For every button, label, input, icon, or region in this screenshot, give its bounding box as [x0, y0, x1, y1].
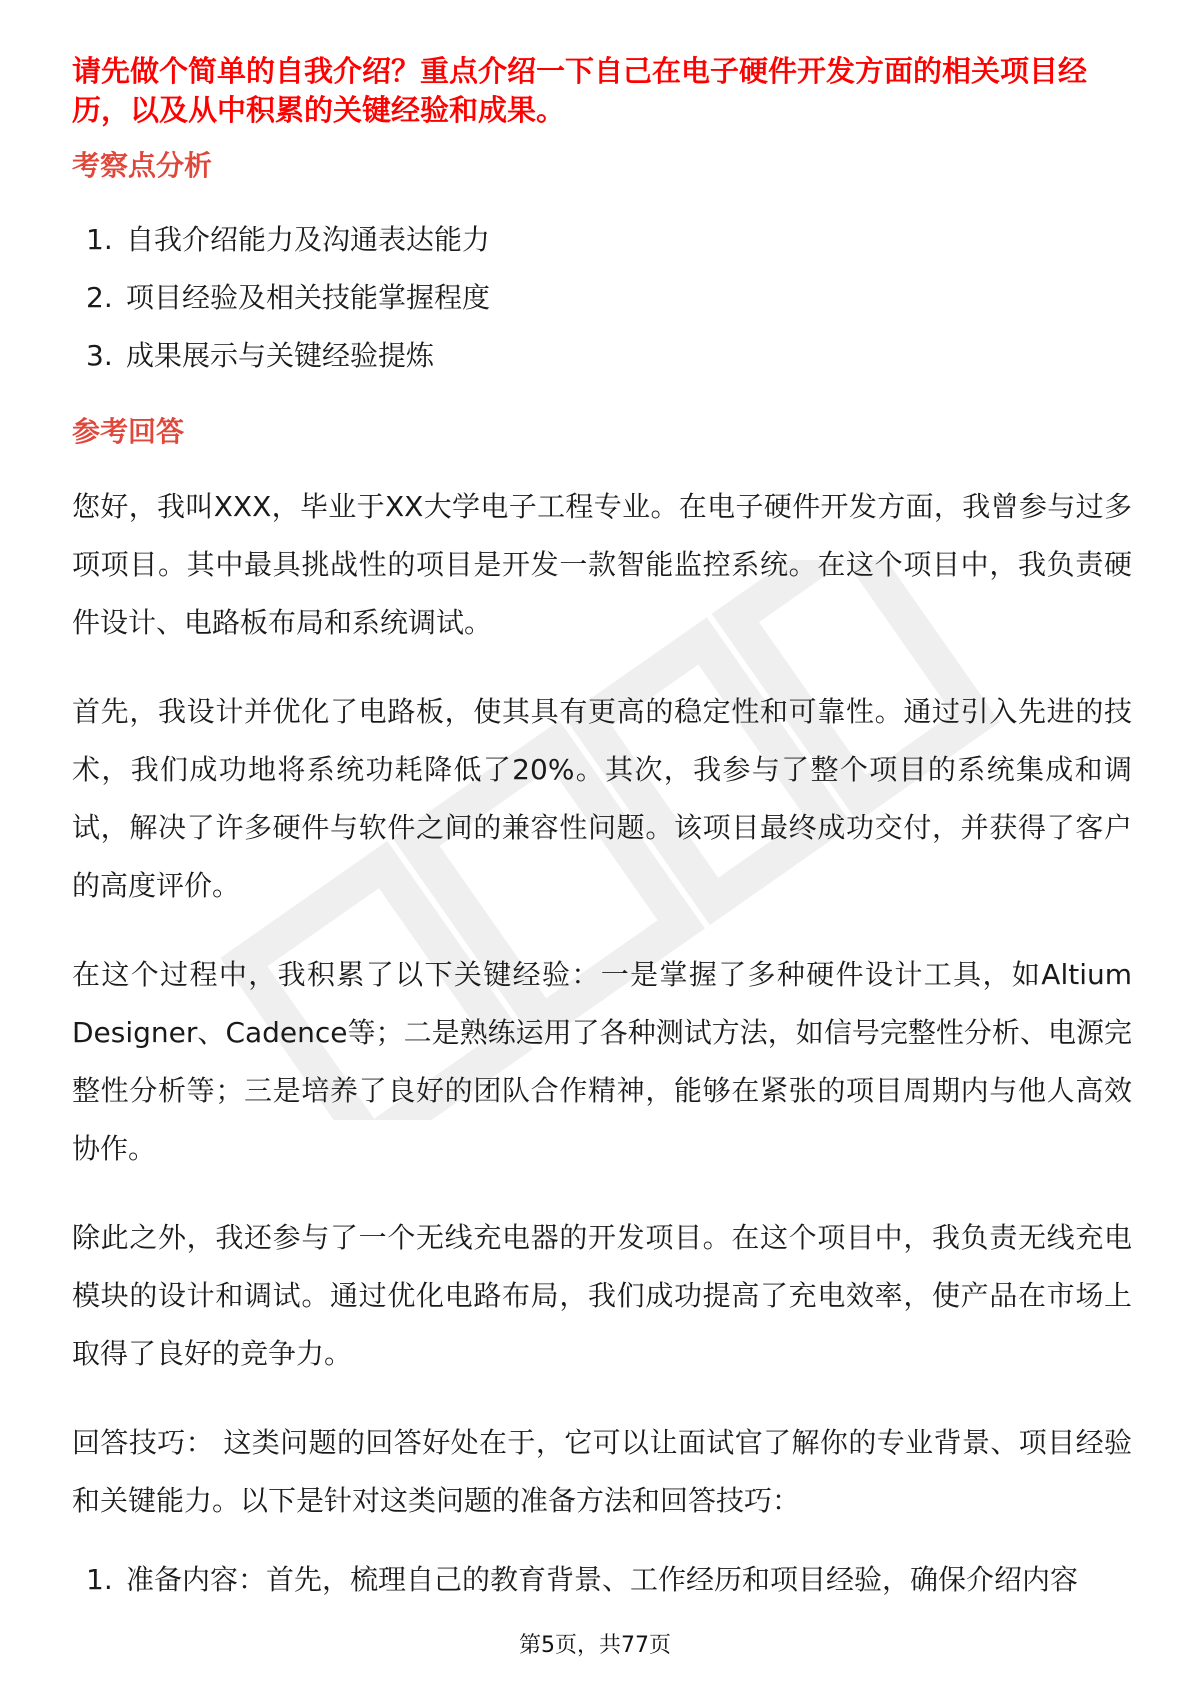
list-item-number: 3.: [86, 339, 113, 372]
list-item-text: 自我介绍能力及沟通表达能力: [126, 223, 491, 256]
list-item: [86, 327, 490, 385]
answer-paragraph: 除此之外，我还参与了一个无线充电器的开发项目。在这个项目中，我负责无线充电模块的设计和调试。通过优化电路布局，我们成功提高了充电效率，使产品在市场上取得了良好的竞争力。: [72, 1221, 1132, 1370]
answer-paragraph: 在这个过程中，我积累了以下关键经验：一是掌握了多种硬件设计工具，如Altium Designer、Cadence等；二是熟练运用了各种测试方法，如信号完整性分析、电源完整性分析等；三是培养了良好的团队合作精神，能够在紧张的项目周期内与他人高效协作。: [72, 958, 1132, 1165]
list-item-text: 成果展示与关键经验提炼: [126, 339, 435, 372]
interview-question: 请先做个简单的自我介绍？重点介绍一下自己在电子硬件开发方面的相关项目经历，以及从中积累的关键经验和成果。: [72, 54, 1088, 127]
list-item-text: 准备内容：首先，梳理自己的教育背景、工作经历和项目经验，确保介绍内容: [126, 1563, 1079, 1596]
list-item-text: 项目经验及相关技能掌握程度: [126, 281, 491, 314]
list-item-number: 1.: [86, 1563, 113, 1596]
tips-intro-paragraph: 回答技巧： 这类问题的回答好处在于，它可以让面试官了解你的专业背景、项目经验和关键能力。以下是针对这类问题的准备方法和回答技巧：: [72, 1426, 1132, 1517]
list-item: [86, 211, 490, 269]
answer-paragraph: 首先，我设计并优化了电路板，使其具有更高的稳定性和可靠性。通过引入先进的技术，我们成功地将系统功耗降低了20%。其次，我参与了整个项目的系统集成和调试，解决了许多硬件与软件之间的兼容性问题。该项目最终成功交付，并获得了客户的高度评价。: [72, 695, 1132, 902]
list-item: [86, 1551, 1078, 1609]
analysis-heading: 考察点分析: [72, 149, 213, 182]
answer-heading: 参考回答: [72, 415, 185, 448]
tips-list: [86, 1551, 1078, 1609]
answer-paragraph: 您好，我叫XXX，毕业于XX大学电子工程专业。在电子硬件开发方面，我曾参与过多项项目。其中最具挑战性的项目是开发一款智能监控系统。在这个项目中，我负责硬件设计、电路板布局和系统调试。: [72, 490, 1132, 639]
list-item-number: 1.: [86, 223, 113, 256]
page-footer: 第5页，共77页: [519, 1633, 671, 1658]
list-item-number: 2.: [86, 281, 113, 314]
analysis-list: [86, 211, 490, 385]
list-item: [86, 269, 490, 327]
